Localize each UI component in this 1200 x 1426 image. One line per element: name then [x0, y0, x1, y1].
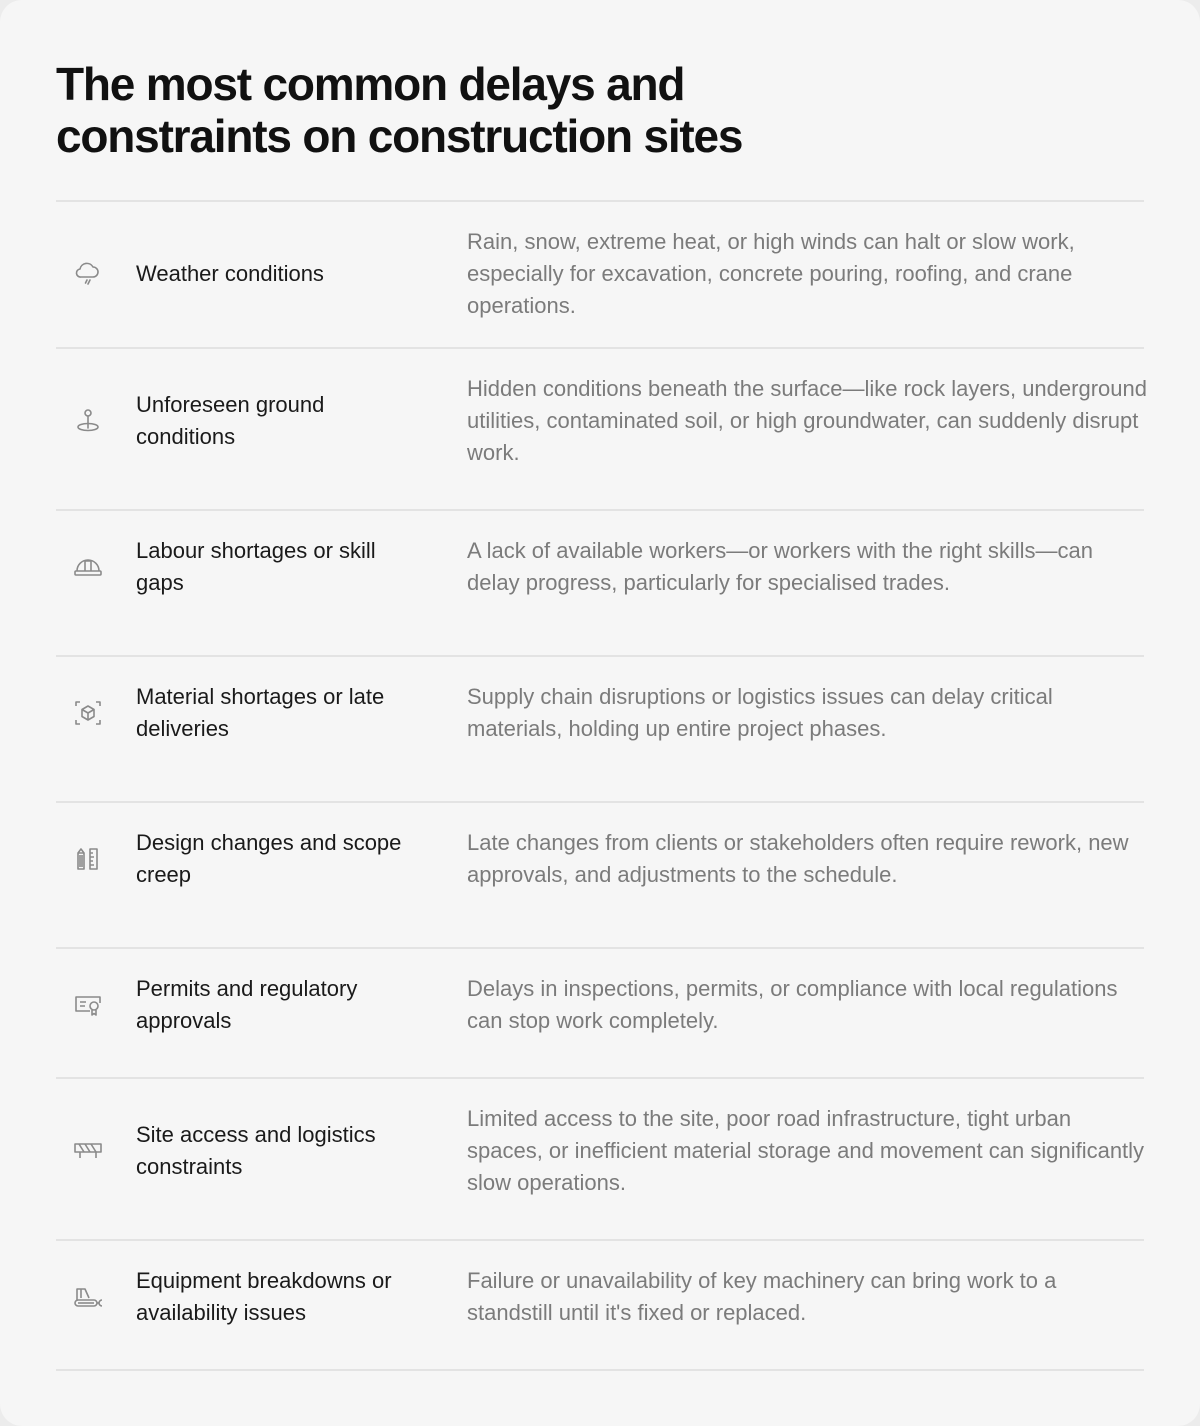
table-row	[56, 1077, 1144, 1239]
row-description: Hidden conditions beneath the surface—like rock layers, underground utilities, contaminated soil, or high groundwater, can suddenly disrupt work.	[467, 376, 1147, 465]
table-row	[56, 947, 1144, 1077]
row-label: Labour shortages or skill gaps	[136, 538, 376, 595]
table-row	[56, 200, 1144, 347]
pencil-ruler-icon	[72, 843, 104, 875]
table-row	[56, 655, 1144, 801]
road-barrier-icon	[72, 1135, 104, 1167]
bulldozer-icon	[72, 1281, 104, 1313]
row-label: Unforeseen ground conditions	[136, 392, 325, 449]
cloud-rain-icon	[72, 258, 104, 290]
delays-table	[56, 200, 1147, 1371]
table-row	[56, 347, 1147, 509]
row-description: Failure or unavailability of key machinery can bring work to a standstill until it's fixed or replaced.	[467, 1268, 1057, 1325]
page-title: The most common delays and constraints on construction sites	[56, 58, 743, 162]
row-description: Limited access to the site, poor road infrastructure, tight urban spaces, or inefficient material storage and movement can significantly slow operations.	[467, 1106, 1145, 1195]
map-pin-ground-icon	[72, 405, 104, 437]
table-row	[56, 509, 1144, 655]
row-description: Supply chain disruptions or logistics issues can delay critical materials, holding up entire project phases.	[467, 684, 1053, 741]
table-row	[56, 801, 1144, 947]
row-description: Rain, snow, extreme heat, or high winds can halt or slow work, especially for excavation, concrete pouring, roofing, and crane operations.	[467, 229, 1075, 318]
row-label: Design changes and scope creep	[136, 830, 402, 887]
row-label: Equipment breakdowns or availability issues	[136, 1268, 392, 1325]
row-description: A lack of available workers—or workers with the right skills—can delay progress, particularly for specialised trades.	[467, 538, 1094, 595]
row-label: Site access and logistics constraints	[136, 1122, 376, 1179]
certificate-icon	[72, 989, 104, 1021]
row-label: Permits and regulatory approvals	[136, 976, 358, 1033]
box-scan-icon	[72, 697, 104, 729]
table-row	[56, 1239, 1144, 1371]
row-description: Delays in inspections, permits, or compliance with local regulations can stop work completely.	[467, 976, 1118, 1033]
hard-hat-icon	[72, 551, 104, 583]
row-label: Weather conditions	[136, 261, 324, 286]
row-description: Late changes from clients or stakeholders often require rework, new approvals, and adjustments to the schedule.	[467, 830, 1129, 887]
row-label: Material shortages or late deliveries	[136, 684, 385, 741]
